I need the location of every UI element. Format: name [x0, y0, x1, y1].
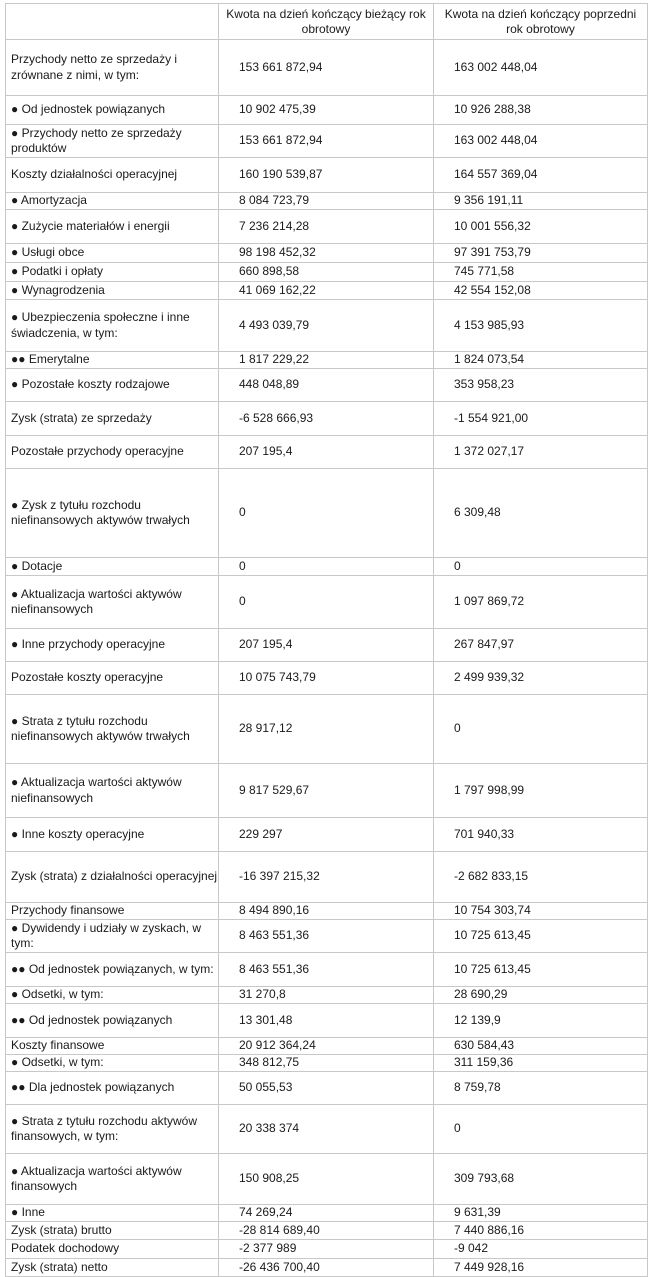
row-current-value: 8 463 551,36 [219, 953, 434, 987]
row-label: ● Odsetki, w tym: [6, 987, 219, 1004]
row-current-value: 0 [219, 558, 434, 576]
row-current-value: 41 069 162,22 [219, 282, 434, 300]
table-row [6, 96, 648, 125]
table-row [6, 920, 648, 953]
row-current-value: 10 075 743,79 [219, 662, 434, 695]
table-row [6, 40, 648, 96]
row-label: ● Odsetki, w tym: [6, 1055, 219, 1072]
table-row [6, 210, 648, 244]
row-previous-value: 8 759,78 [434, 1072, 648, 1105]
row-previous-value: 0 [434, 1105, 648, 1154]
row-label: ● Podatki i opłaty [6, 263, 219, 282]
row-label: ● Ubezpieczenia społeczne i inne świadczenia, w tym: [6, 300, 219, 352]
row-label: Przychody netto ze sprzedaży i zrównane z nimi, w tym: [6, 40, 219, 96]
row-label: Zysk (strata) ze sprzedaży [6, 402, 219, 436]
row-label: ● Dotacje [6, 558, 219, 576]
row-label: ● Przychody netto ze sprzedaży produktów [6, 125, 219, 158]
row-label: ●● Emerytalne [6, 352, 219, 369]
row-label: ● Dywidendy i udziały w zyskach, w tym: [6, 920, 219, 953]
table-row [6, 1222, 648, 1240]
row-label: ● Wynagrodzenia [6, 282, 219, 300]
row-current-value: 207 195,4 [219, 629, 434, 662]
row-label: ●● Dla jednostek powiązanych [6, 1072, 219, 1105]
row-current-value: -28 814 689,40 [219, 1222, 434, 1240]
row-previous-value: 701 940,33 [434, 818, 648, 852]
row-previous-value: 42 554 152,08 [434, 282, 648, 300]
row-previous-value: 0 [434, 558, 648, 576]
row-previous-value: 353 958,23 [434, 369, 648, 402]
row-previous-value: -2 682 833,15 [434, 852, 648, 903]
row-previous-value: 97 391 753,79 [434, 244, 648, 263]
table-row [6, 263, 648, 282]
row-label: ● Aktualizacja wartości aktywów niefinansowych [6, 576, 219, 629]
row-label: ● Inne przychody operacyjne [6, 629, 219, 662]
row-current-value: 8 463 551,36 [219, 920, 434, 953]
header-current-year: Kwota na dzień kończący bieżący rok obrotowy [219, 4, 434, 40]
row-current-value: 10 902 475,39 [219, 96, 434, 125]
row-previous-value: 745 771,58 [434, 263, 648, 282]
table-row [6, 695, 648, 764]
row-label: ● Usługi obce [6, 244, 219, 263]
row-current-value: -2 377 989 [219, 1240, 434, 1259]
table-row [6, 953, 648, 987]
row-current-value: 20 338 374 [219, 1105, 434, 1154]
row-previous-value: 163 002 448,04 [434, 40, 648, 96]
row-previous-value: 309 793,68 [434, 1154, 648, 1205]
table-row [6, 818, 648, 852]
row-current-value: 160 190 539,87 [219, 158, 434, 193]
table-row [6, 1004, 648, 1038]
row-current-value: 98 198 452,32 [219, 244, 434, 263]
row-current-value: 7 236 214,28 [219, 210, 434, 244]
row-current-value: 229 297 [219, 818, 434, 852]
table-row [6, 1038, 648, 1055]
row-previous-value: 10 926 288,38 [434, 96, 648, 125]
row-current-value: -16 397 215,32 [219, 852, 434, 903]
row-previous-value: 2 499 939,32 [434, 662, 648, 695]
row-current-value: 660 898,58 [219, 263, 434, 282]
row-previous-value: 630 584,43 [434, 1038, 648, 1055]
row-label: ● Amortyzacja [6, 193, 219, 210]
table-row [6, 402, 648, 436]
row-previous-value: 12 139,9 [434, 1004, 648, 1038]
row-previous-value: 10 725 613,45 [434, 920, 648, 953]
row-current-value: 28 917,12 [219, 695, 434, 764]
table-row [6, 764, 648, 818]
row-previous-value: 1 824 073,54 [434, 352, 648, 369]
row-previous-value: 7 449 928,16 [434, 1259, 648, 1277]
row-label: ● Inne [6, 1205, 219, 1222]
row-previous-value: 0 [434, 695, 648, 764]
row-label: ● Zysk z tytułu rozchodu niefinansowych aktywów trwałych [6, 469, 219, 558]
row-current-value: 448 048,89 [219, 369, 434, 402]
table-row [6, 300, 648, 352]
row-previous-value: 28 690,29 [434, 987, 648, 1004]
table-row [6, 1154, 648, 1205]
row-previous-value: 1 797 998,99 [434, 764, 648, 818]
table-row [6, 1055, 648, 1072]
table-row [6, 662, 648, 695]
table-row [6, 1240, 648, 1259]
row-label: Zysk (strata) brutto [6, 1222, 219, 1240]
table-row [6, 629, 648, 662]
table-row [6, 1205, 648, 1222]
row-previous-value: 9 631,39 [434, 1205, 648, 1222]
row-label: ● Zużycie materiałów i energii [6, 210, 219, 244]
row-label: Koszty działalności operacyjnej [6, 158, 219, 193]
header-label [6, 4, 219, 40]
row-label: ● Strata z tytułu rozchodu aktywów finansowych, w tym: [6, 1105, 219, 1154]
row-previous-value: 311 159,36 [434, 1055, 648, 1072]
row-previous-value: 6 309,48 [434, 469, 648, 558]
table-row [6, 1072, 648, 1105]
row-previous-value: 1 097 869,72 [434, 576, 648, 629]
row-previous-value: 10 754 303,74 [434, 903, 648, 920]
header-row [6, 4, 648, 40]
row-previous-value: 1 372 027,17 [434, 436, 648, 469]
table-row [6, 193, 648, 210]
row-current-value: 150 908,25 [219, 1154, 434, 1205]
table-row [6, 576, 648, 629]
row-current-value: -6 528 666,93 [219, 402, 434, 436]
row-current-value: 8 494 890,16 [219, 903, 434, 920]
row-previous-value: 10 001 556,32 [434, 210, 648, 244]
row-previous-value: 164 557 369,04 [434, 158, 648, 193]
table-row [6, 852, 648, 903]
row-current-value: 153 661 872,94 [219, 125, 434, 158]
table-row [6, 282, 648, 300]
row-current-value: 74 269,24 [219, 1205, 434, 1222]
table-header [6, 4, 648, 40]
row-previous-value: 163 002 448,04 [434, 125, 648, 158]
row-current-value: 1 817 229,22 [219, 352, 434, 369]
table-row [6, 558, 648, 576]
row-label: Zysk (strata) z działalności operacyjnej [6, 852, 219, 903]
row-current-value: 153 661 872,94 [219, 40, 434, 96]
table-row [6, 987, 648, 1004]
table-row [6, 125, 648, 158]
row-previous-value: 4 153 985,93 [434, 300, 648, 352]
table-row [6, 469, 648, 558]
row-previous-value: -1 554 921,00 [434, 402, 648, 436]
row-current-value: 9 817 529,67 [219, 764, 434, 818]
table-row [6, 369, 648, 402]
row-current-value: 31 270,8 [219, 987, 434, 1004]
row-label: ● Strata z tytułu rozchodu niefinansowych aktywów trwałych [6, 695, 219, 764]
row-previous-value: -9 042 [434, 1240, 648, 1259]
row-label: Koszty finansowe [6, 1038, 219, 1055]
row-label: Zysk (strata) netto [6, 1259, 219, 1277]
row-current-value: 13 301,48 [219, 1004, 434, 1038]
row-label: ● Aktualizacja wartości aktywów niefinansowych [6, 764, 219, 818]
row-current-value: 50 055,53 [219, 1072, 434, 1105]
row-current-value: 4 493 039,79 [219, 300, 434, 352]
row-label: Pozostałe przychody operacyjne [6, 436, 219, 469]
row-current-value: -26 436 700,40 [219, 1259, 434, 1277]
row-previous-value: 267 847,97 [434, 629, 648, 662]
header-previous-year: Kwota na dzień kończący poprzedni rok obrotowy [434, 4, 648, 40]
table-row [6, 352, 648, 369]
row-label: ● Inne koszty operacyjne [6, 818, 219, 852]
row-current-value: 207 195,4 [219, 436, 434, 469]
row-previous-value: 10 725 613,45 [434, 953, 648, 987]
row-label: Przychody finansowe [6, 903, 219, 920]
row-current-value: 20 912 364,24 [219, 1038, 434, 1055]
row-current-value: 348 812,75 [219, 1055, 434, 1072]
financial-statement-table [5, 3, 648, 1277]
row-current-value: 0 [219, 469, 434, 558]
table-row [6, 158, 648, 193]
table-row [6, 436, 648, 469]
row-label: ● Pozostałe koszty rodzajowe [6, 369, 219, 402]
table-row [6, 1105, 648, 1154]
row-previous-value: 7 440 886,16 [434, 1222, 648, 1240]
row-current-value: 8 084 723,79 [219, 193, 434, 210]
row-label: ● Aktualizacja wartości aktywów finansowych [6, 1154, 219, 1205]
row-label: ● Od jednostek powiązanych [6, 96, 219, 125]
table-row [6, 1259, 648, 1277]
row-previous-value: 9 356 191,11 [434, 193, 648, 210]
row-label: ●● Od jednostek powiązanych [6, 1004, 219, 1038]
row-current-value: 0 [219, 576, 434, 629]
table-row [6, 903, 648, 920]
row-label: Pozostałe koszty operacyjne [6, 662, 219, 695]
row-label: ●● Od jednostek powiązanych, w tym: [6, 953, 219, 987]
table-body [6, 40, 648, 1277]
row-label: Podatek dochodowy [6, 1240, 219, 1259]
table-row [6, 244, 648, 263]
